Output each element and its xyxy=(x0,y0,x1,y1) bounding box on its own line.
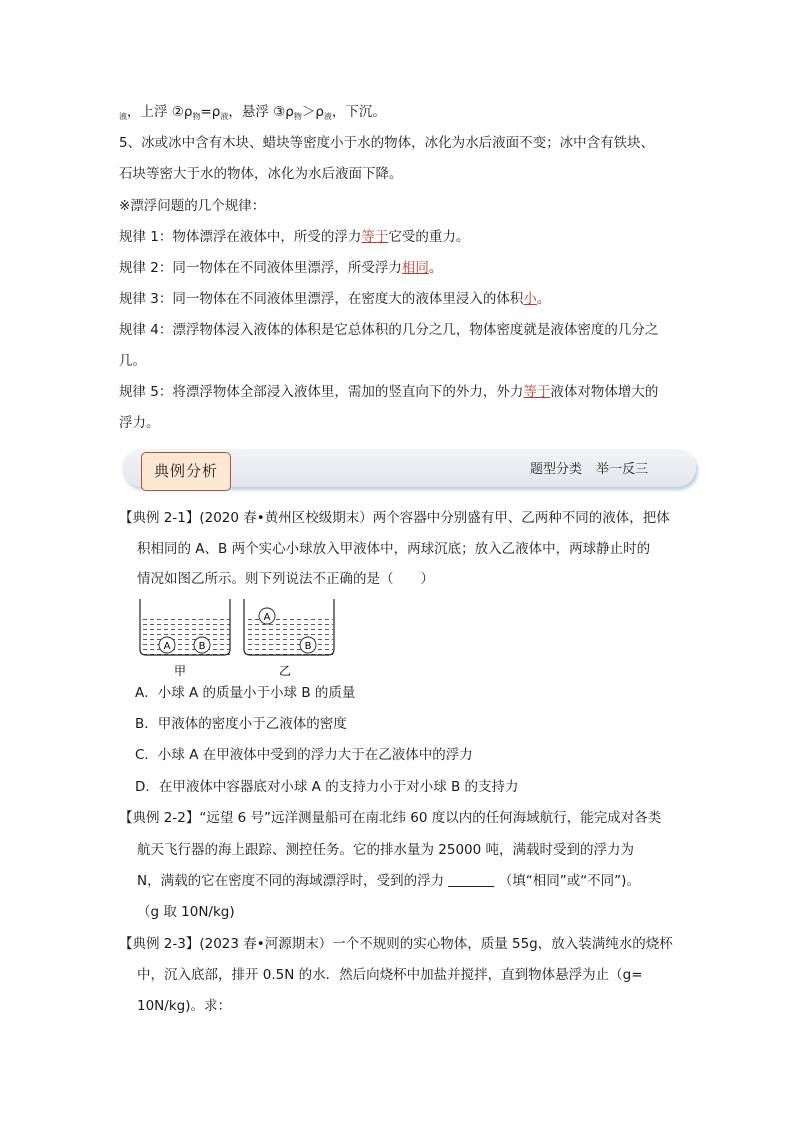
intro-sub-ye: 液 xyxy=(119,112,127,121)
ball-b-right-label: B xyxy=(304,641,312,652)
container-right xyxy=(244,599,334,678)
ex2-line3 xyxy=(137,871,640,891)
ex3-line3: 10N/kg)。求： xyxy=(137,998,231,1014)
rule-1-answer: 等于 xyxy=(361,229,389,245)
ex2-line2: 航天飞行器的海上跟踪、测控任务。它的排水量为 25000 吨，满载时受到的浮力为 xyxy=(137,842,635,858)
rule-5-text-c: 液体对物体增大的 xyxy=(550,384,659,400)
section-banner-subtitle: 题型分类 举一反三 xyxy=(530,462,649,477)
rule-3-text-a: 规律 3：同一物体在不同液体里漂浮，在密度大的液体里浸入的体积 xyxy=(119,291,524,307)
ex2-line3-text-b: （填“相同”或“不同”)。 xyxy=(498,873,640,889)
intro-text-1: ，上浮 ②ρ xyxy=(127,104,193,120)
ex1-option-a: A．小球 A 的质量小于小球 B 的质量 xyxy=(135,685,356,701)
rule-1 xyxy=(119,227,469,247)
point5-line2: 石块等密大于水的物体，冰化为水后液面下降。 xyxy=(119,166,403,182)
rule-1-text-c: 它受的重力。 xyxy=(388,229,470,245)
ex1-option-c: C．小球 A 在甲液体中受到的浮力大于在乙液体中的浮力 xyxy=(135,747,473,763)
rule-2 xyxy=(119,258,442,278)
rule-5-answer: 等于 xyxy=(523,384,551,400)
rule-5 xyxy=(119,382,658,402)
intro-sub-wu-2: 物 xyxy=(293,112,302,121)
rule-3-text-c: 。 xyxy=(536,291,551,307)
rule-5-line2: 浮力。 xyxy=(119,415,160,431)
rule-3-answer: 小 xyxy=(523,291,537,307)
rule-1-text-a: 规律 1：物体漂浮在液体中，所受的浮力 xyxy=(119,229,362,245)
ex1-option-d: D．在甲液体中容器底对小球 A 的支持力小于对小球 B 的支持力 xyxy=(135,779,519,795)
intro-sub-ye-2: 液 xyxy=(323,112,332,121)
intro-text-5: ，下沉。 xyxy=(331,104,386,120)
ex1-line3: 情况如图乙所示。则下列说法不正确的是（ ） xyxy=(137,571,434,587)
ex3-line2: 中，沉入底部，排开 0.5N 的水．然后向烧杯中加盐并搅拌，直到物体悬浮为止（g= xyxy=(137,967,643,983)
ball-b-left-label: B xyxy=(198,641,206,652)
ball-a-left-label: A xyxy=(163,641,171,652)
rule-2-text-c: 。 xyxy=(428,260,443,276)
intro-text-3: ，悬浮 ③ρ xyxy=(228,104,294,120)
rule-2-answer: 相同 xyxy=(401,260,429,276)
intro-sub-wu-1: 物 xyxy=(192,112,201,121)
ex1-option-b: B．甲液体的密度小于乙液体的密度 xyxy=(135,716,347,732)
rule-2-text-a: 规律 2：同一物体在不同液体里漂浮，所受浮力 xyxy=(119,260,402,276)
container-right-label: 乙 xyxy=(278,664,292,678)
ex2-line4: （g 取 10N/kg) xyxy=(137,904,235,920)
ex1-line1: 【典例 2-1】(2020 春•黄州区校级期末）两个容器中分别盛有甲、乙两种不同的液体，把体 xyxy=(119,510,670,526)
ex2-line3-text-a: N，满载的它在密度不同的海域漂浮时，受到的浮力 xyxy=(137,873,445,889)
section-banner-title: 典例分析 xyxy=(141,452,231,491)
container-left-label: 甲 xyxy=(173,664,187,678)
intro-sub-ye-1: 液 xyxy=(220,112,229,121)
ball-a-right-label: A xyxy=(263,612,271,623)
intro-line xyxy=(119,102,386,127)
ex1-line2: 积相同的 A、B 两个实心小球放入甲液体中，两球沉底；放入乙液体中，两球静止时的 xyxy=(137,541,651,557)
point5-line1: 5、冰或冰中含有木块、蜡块等密度小于水的物体，冰化为水后液面不变；冰中含有铁块、 xyxy=(119,135,655,151)
container-left xyxy=(140,599,230,678)
intro-text-2: =ρ xyxy=(200,104,221,120)
ex2-answer-blank[interactable] xyxy=(448,872,494,887)
rule-4-line1: 规律 4：漂浮物体浸入液体的体积是它总体积的几分之几，物体密度就是液体密度的几分之 xyxy=(119,322,659,338)
rules-title: ※漂浮问题的几个规律： xyxy=(119,198,266,214)
rule-3 xyxy=(119,289,550,309)
rule-4-line2: 几。 xyxy=(119,353,146,369)
ex3-line1: 【典例 2-3】(2023 春•河源期末）一个不规则的实心物体，质量 55g，放入装满纯水的烧杯 xyxy=(119,936,673,952)
ex2-line1: 【典例 2-2】“远望 6 号”远洋测量船可在南北纬 60 度以内的任何海域航行，能完成对各类 xyxy=(119,810,662,826)
rule-5-text-a: 规律 5：将漂浮物体全部浸入液体里，需加的竖直向下的外力，外力 xyxy=(119,384,524,400)
container-figure xyxy=(136,597,341,679)
intro-text-4: ＞ρ xyxy=(301,104,324,120)
